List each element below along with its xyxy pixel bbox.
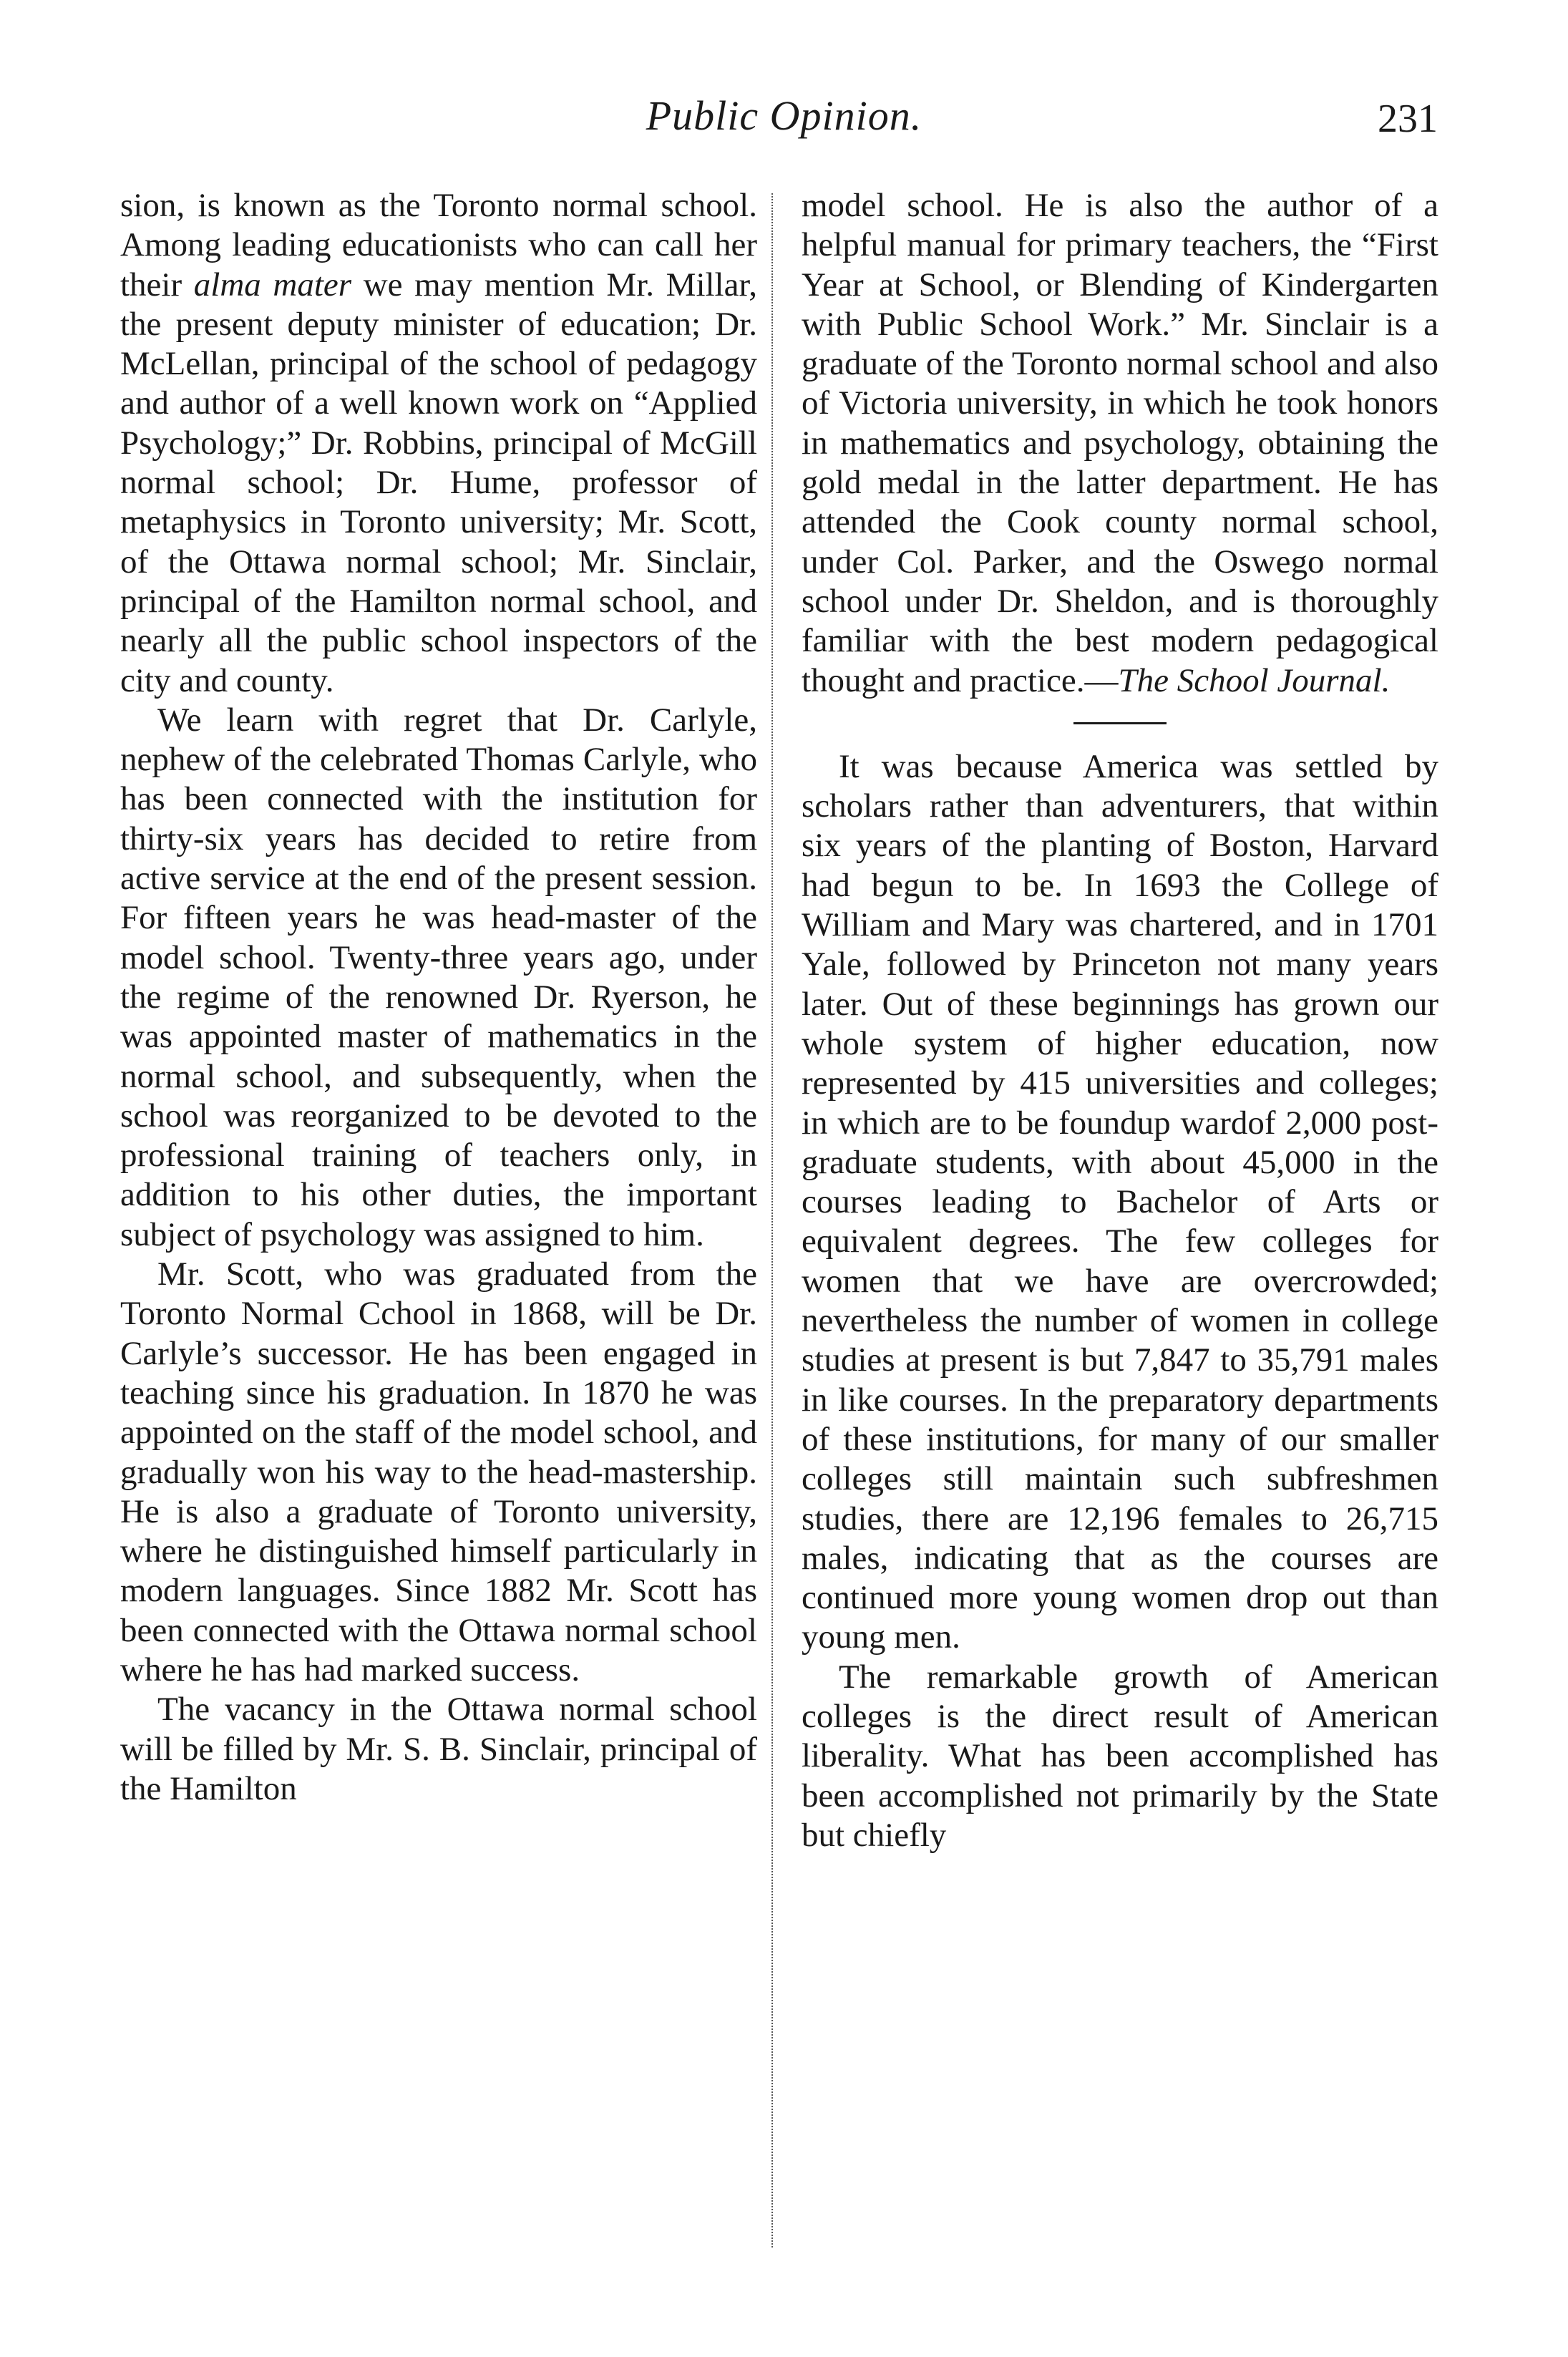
right-column xyxy=(802,186,1438,1855)
right-paragraph-1 xyxy=(802,186,1438,701)
left-paragraph-2: We learn with regret that Dr. Carlyle, nephew of the celebrated Thomas Carlyle, who has been connected with the institution for thirty-six years has decided to retire from active service at the end of the present session. For fifteen years he was head-master of the model school. Twenty-three years ago, under the regime of the renowned Dr. Ryerson, he was appointed master of mathematics in the normal school, and subsequently, when the school was reorganized to be devoted to the professional training of teachers only, in addition to his other duties, the important subject of psychology was assigned to him. xyxy=(120,701,757,1253)
right-paragraph-3: The remarkable growth of American colleges is the direct result of American liberality. What has been accomplished has been accomplished not primarily by the State but chiefly xyxy=(802,1658,1438,1854)
running-title: Public Opinion. xyxy=(646,92,922,139)
alma-mater-italic: alma mater xyxy=(193,266,352,303)
right-p1-text: model school. He is also the author of a helpful manual for primary teachers, the “First Year at School, or Blending of Kindergarten with Public School Work.” Mr. Sinclair is a graduate of the Toronto normal school and also of Victoria university, in which he took honors in mathematics and psychology, obtaining the gold medal in the latter department. He has attended the Cook county normal school, under Col. Parker, and the Oswego normal school under Dr. Sheldon, and is thoroughly familiar with the best modern pedagogical thought and practice.— xyxy=(802,187,1438,699)
left-column xyxy=(120,186,757,1809)
right-paragraph-2: It was because America was settled by scholars rather than adventurers, that within six years of the planting of Boston, Harvard had begun to be. In 1693 the College of William and Mary was chartered, and in 1701 Yale, followed by Princeton not many years later. Out of these beginnings has grown our whole system of higher education, now represented by 415 universities and colleges; in which are to be foundup wardof 2,000 post-graduate students, with about 45,000 in the courses leading to Bachelor of Arts or equivalent degrees. The few colleges for women that we have are overcrowded; nevertheless the number of women in college studies at present is but 7,847 to 35,791 males in like courses. In the preparatory departments of these institutions, for many of our smaller colleges still maintain such subfreshmen studies, there are 12,196 females to 26,715 males, indicating that as the courses are continued more young women drop out than young men. xyxy=(802,747,1438,1656)
left-paragraph-4: The vacancy in the Ottawa normal school will be filled by Mr. S. B. Sinclair, principal of the Hamilton xyxy=(120,1691,757,1807)
left-paragraph-3: Mr. Scott, who was graduated from the Toronto Normal Cchool in 1868, will be Dr. Carlyle’s successor. He has been engaged in teaching since his graduation. In 1870 he was appointed on the staff of the model school, and gradually won his way to the head-mastership. He is also a graduate of Toronto university, where he distinguished himself particularly in modern languages. Since 1882 Mr. Scott has been connected with the Ottawa normal school where he has had marked success. xyxy=(120,1255,757,1688)
column-divider xyxy=(771,193,773,2247)
left-p1-rest: we may mention Mr. Millar, the present deputy minister of education; Dr. McLellan, principal of the school of pedagogy and author of a well known work on “Applied Psychology;” Dr. Robbins, principal of McGill normal school; Dr. Hume, professor of metaphysics in Toronto university; Mr. Scott, of the Ottawa normal school; Mr. Sinclair, principal of the Hamilton normal school, and nearly all the public school inspectors of the city and county. xyxy=(120,266,757,699)
source-citation: The School Journal. xyxy=(1118,661,1391,699)
page-number: 231 xyxy=(1378,97,1438,141)
page-header xyxy=(0,92,1568,156)
section-rule xyxy=(1073,722,1167,724)
left-p1-text: sion, is known as the Toronto normal school. Among leading educationists who can call her their xyxy=(120,187,757,303)
left-paragraph-1 xyxy=(120,186,757,701)
